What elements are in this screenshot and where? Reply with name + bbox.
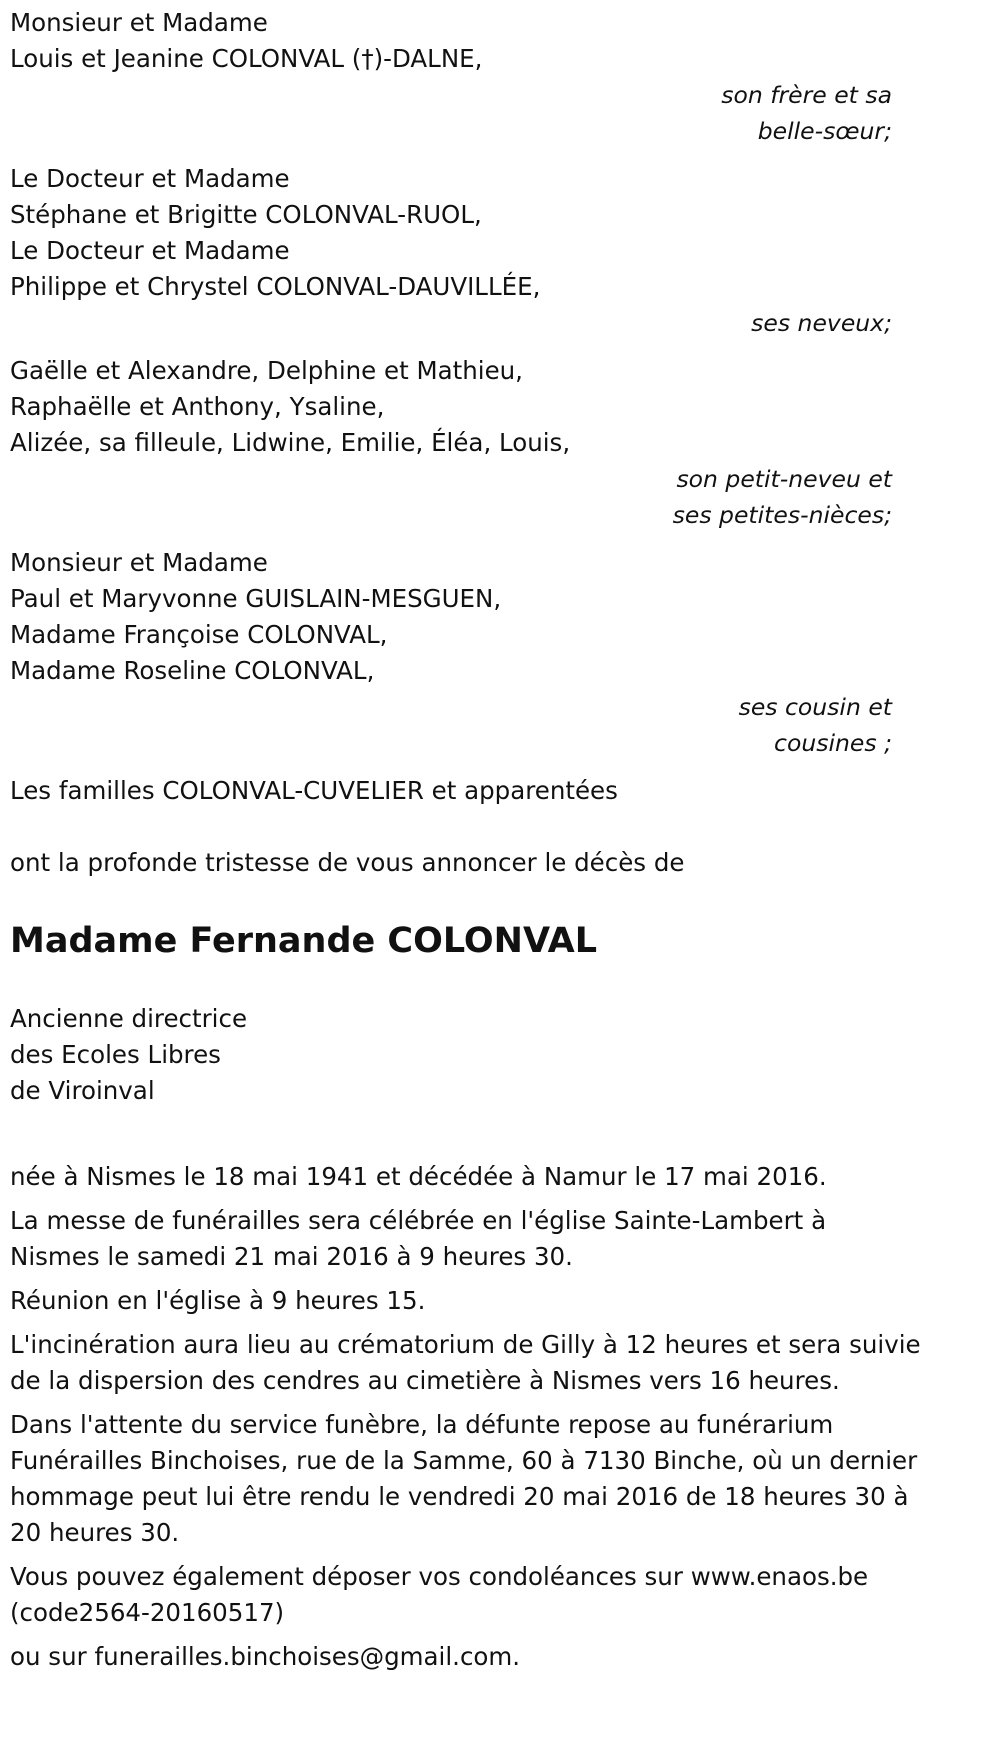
- family-line: Alizée, sa filleule, Lidwine, Emilie, Éléa, Louis,: [10, 428, 571, 457]
- family-group-cousins: [10, 545, 892, 761]
- paragraph-line: Vous pouvez également déposer vos condoléances sur www.enaos.be: [10, 1562, 869, 1591]
- family-group-sibling: [10, 5, 892, 149]
- paragraph-line: 20 heures 30.: [10, 1518, 180, 1547]
- family-line: Le Docteur et Madame: [10, 164, 290, 193]
- birth-death-paragraph: [10, 1159, 892, 1195]
- family-line: Gaëlle et Alexandre, Delphine et Mathieu,: [10, 356, 523, 385]
- family-line: Stéphane et Brigitte COLONVAL-RUOL,: [10, 200, 482, 229]
- obituary-notice: [10, 5, 921, 1683]
- paragraph-line: (code2564-20160517): [10, 1598, 285, 1627]
- paragraph-line: Funérailles Binchoises, rue de la Samme, 60 à 7130 Binche, où un dernier: [10, 1446, 918, 1475]
- mass-paragraph: [10, 1203, 892, 1275]
- meeting-paragraph: [10, 1283, 892, 1319]
- relation-label: son petit-neveu et: [676, 465, 892, 493]
- relation-label: ses neveux;: [751, 309, 892, 337]
- funeral-home-paragraph: [10, 1407, 918, 1551]
- title-line: de Viroinval: [10, 1076, 155, 1105]
- family-line: Paul et Maryvonne GUISLAIN-MESGUEN,: [10, 584, 502, 613]
- title-line: des Ecoles Libres: [10, 1040, 221, 1069]
- family-line: Louis et Jeanine COLONVAL (†)-DALNE,: [10, 44, 483, 73]
- deceased-title: [10, 1001, 892, 1109]
- paragraph-line: née à Nismes le 18 mai 1941 et décédée à Namur le 17 mai 2016.: [10, 1162, 827, 1191]
- paragraph-line: La messe de funérailles sera célébrée en l'église Sainte-Lambert à: [10, 1206, 827, 1235]
- relation-label: cousines ;: [774, 729, 892, 757]
- families-line: Les familles COLONVAL-CUVELIER et apparentées: [10, 776, 618, 805]
- deceased-name: Madame Fernande COLONVAL: [10, 921, 598, 961]
- relation-label: belle-sœur;: [757, 117, 892, 145]
- relation-label: son frère et sa: [721, 81, 892, 109]
- family-line: Raphaëlle et Anthony, Ysaline,: [10, 392, 385, 421]
- family-group-nephews: [10, 161, 892, 341]
- family-line: Madame Françoise COLONVAL,: [10, 620, 388, 649]
- paragraph-line: Dans l'attente du service funèbre, la défunte repose au funérarium: [10, 1410, 834, 1439]
- relation-label: ses petites-nièces;: [672, 501, 892, 529]
- condolences-paragraph: [10, 1559, 892, 1631]
- family-line: Le Docteur et Madame: [10, 236, 290, 265]
- family-line: Philippe et Chrystel COLONVAL-DAUVILLÉE,: [10, 272, 541, 301]
- email-paragraph: [10, 1639, 892, 1675]
- paragraph-line: hommage peut lui être rendu le vendredi 20 mai 2016 de 18 heures 30 à: [10, 1482, 909, 1511]
- title-line: Ancienne directrice: [10, 1004, 248, 1033]
- family-group-grandnephews: [10, 353, 892, 533]
- relation-label: ses cousin et: [738, 693, 892, 721]
- family-line: Monsieur et Madame: [10, 8, 268, 37]
- paragraph-line: L'incinération aura lieu au crématorium de Gilly à 12 heures et sera suivie: [10, 1330, 921, 1359]
- family-line: Monsieur et Madame: [10, 548, 268, 577]
- announcement-text: ont la profonde tristesse de vous annoncer le décès de: [10, 848, 685, 877]
- paragraph-line: Réunion en l'église à 9 heures 15.: [10, 1286, 426, 1315]
- cremation-paragraph: [10, 1327, 921, 1399]
- family-line: Madame Roseline COLONVAL,: [10, 656, 375, 685]
- paragraph-line: Nismes le samedi 21 mai 2016 à 9 heures 30.: [10, 1242, 573, 1271]
- paragraph-line: ou sur funerailles.binchoises@gmail.com.: [10, 1642, 521, 1671]
- paragraph-line: de la dispersion des cendres au cimetière à Nismes vers 16 heures.: [10, 1366, 840, 1395]
